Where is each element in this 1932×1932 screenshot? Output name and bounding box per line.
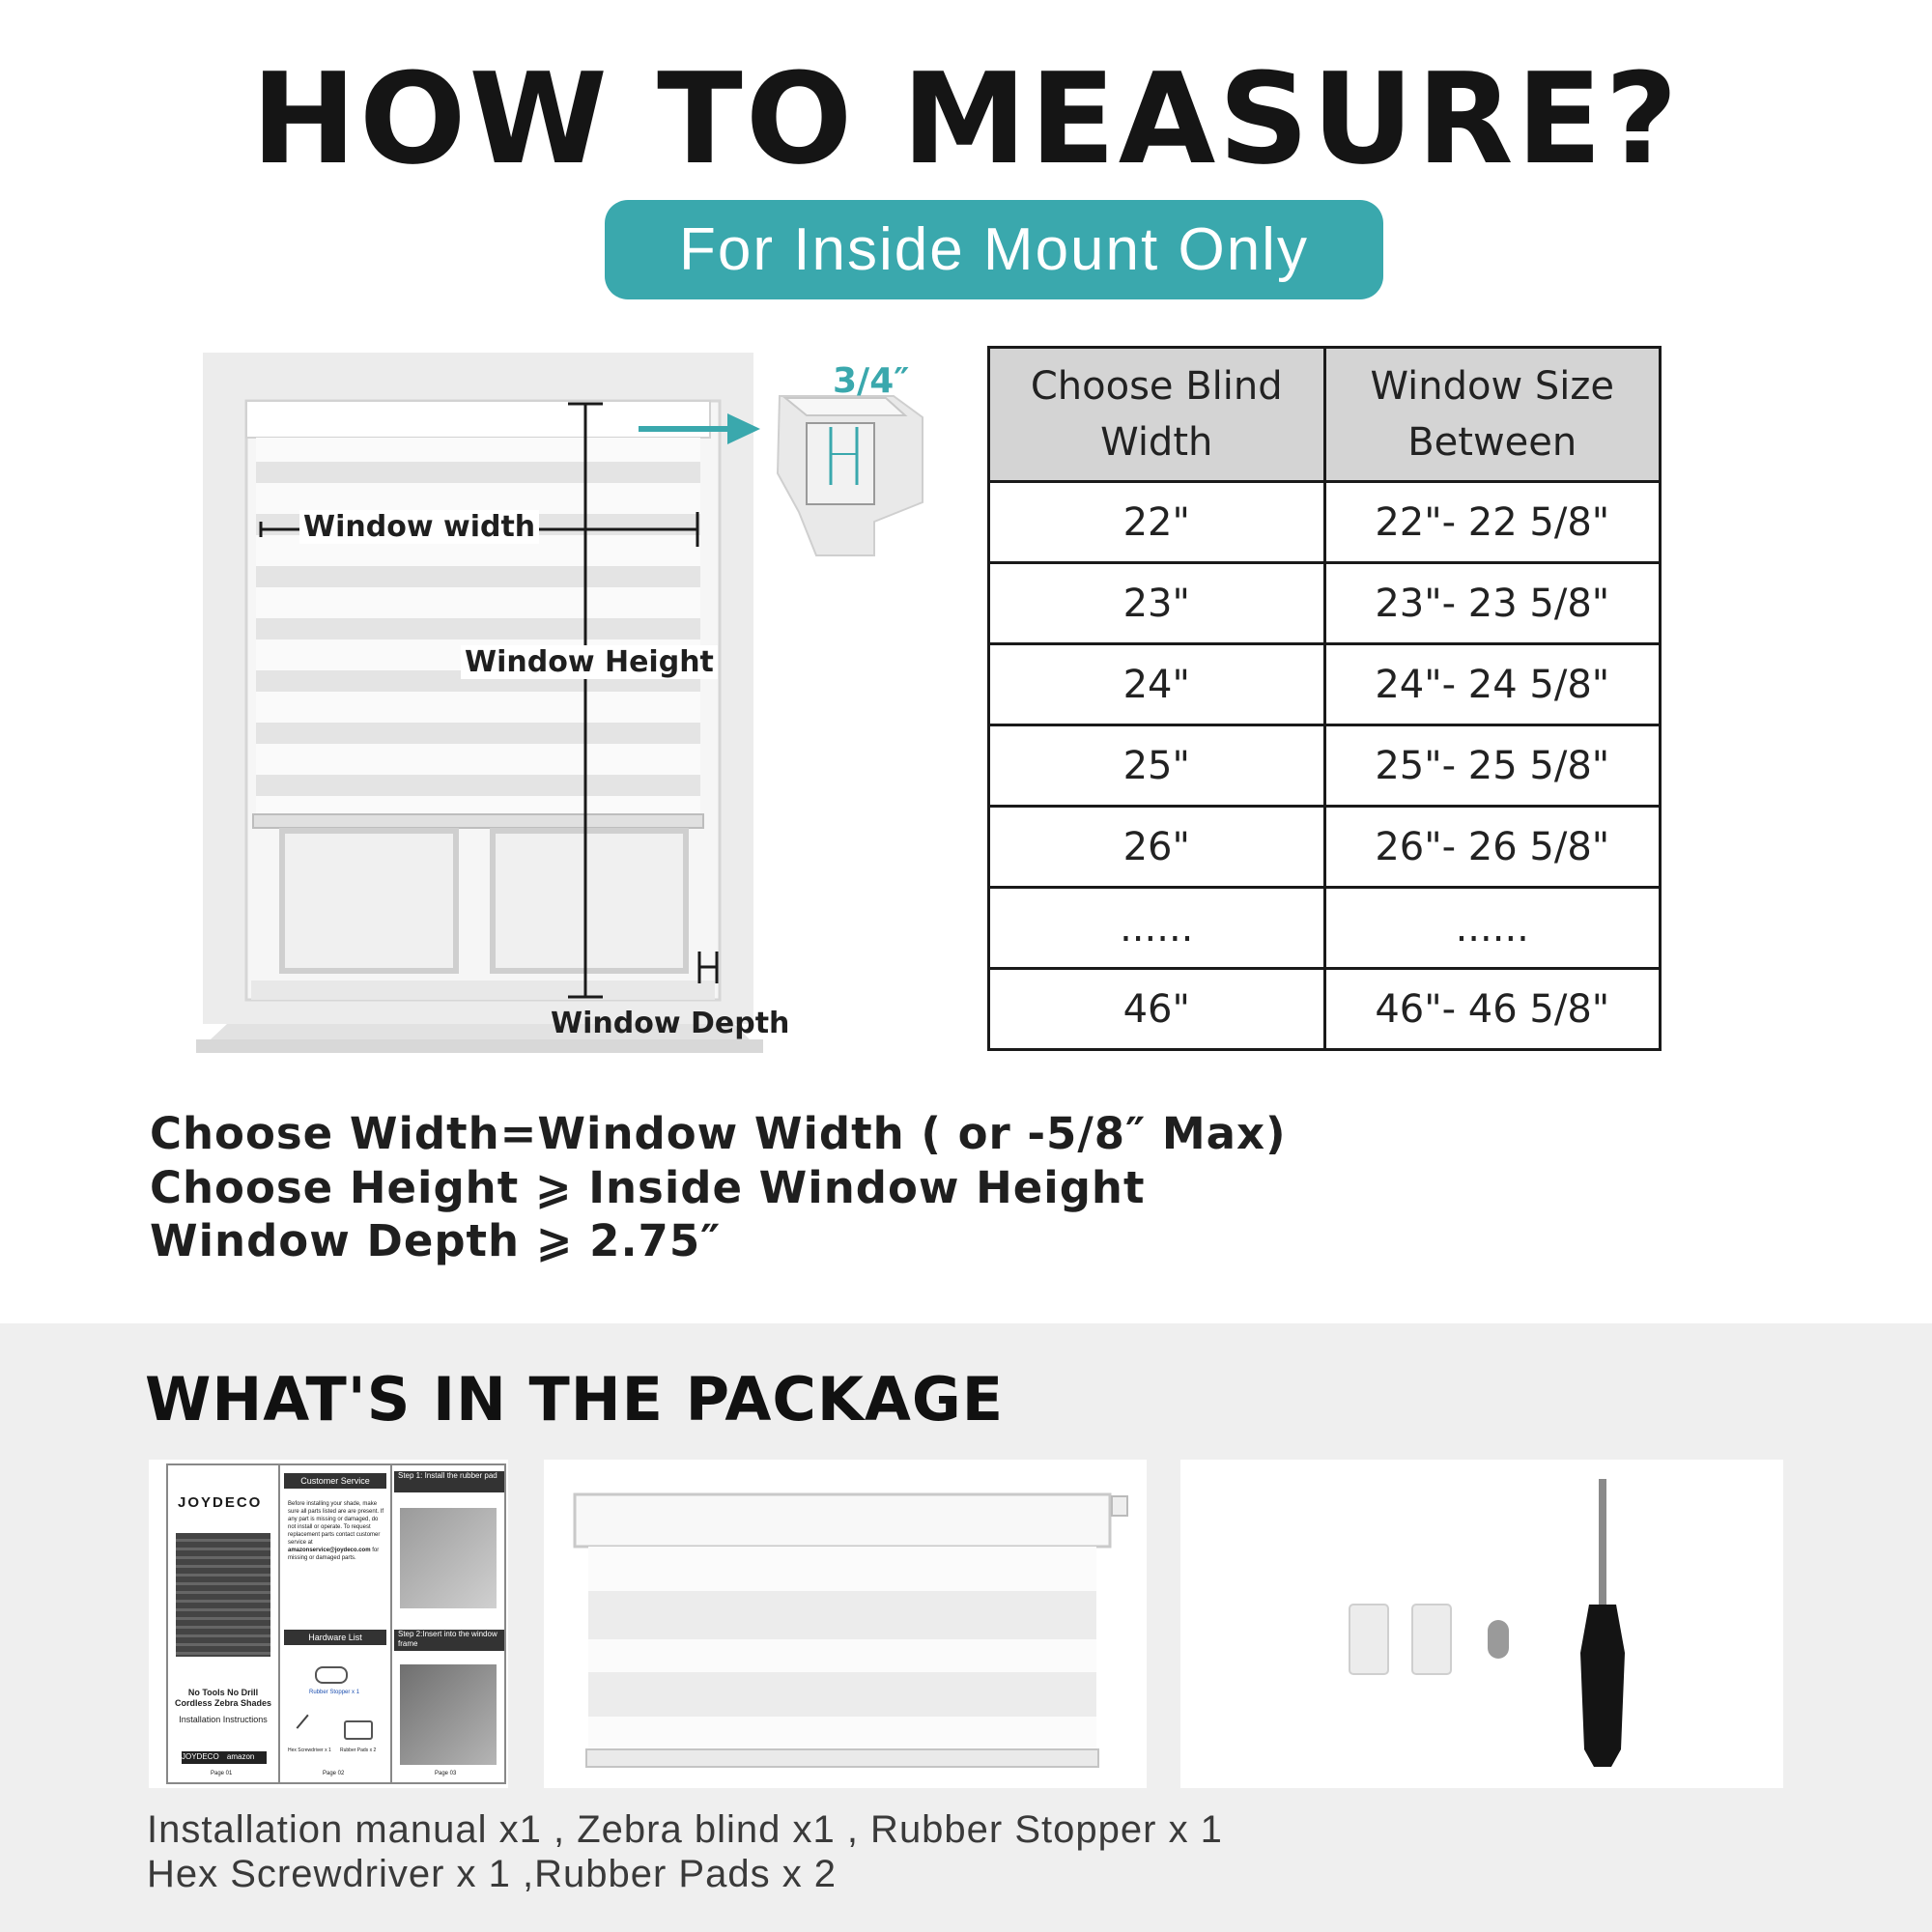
rubber-pads-sketch (344, 1720, 373, 1740)
table-row (989, 725, 1661, 807)
table-row (989, 969, 1661, 1050)
window-size-cell: 26"- 26 5/8" (1324, 807, 1661, 888)
depth-callout: 3/4″ (833, 361, 910, 401)
window-width-label: Window width (299, 510, 539, 544)
table-row (989, 482, 1661, 563)
manual-cover-title: No Tools No Drill Cordless Zebra Shades (174, 1688, 272, 1708)
rubber-stopper-sketch (315, 1666, 348, 1684)
blind-width-cell: 26" (989, 807, 1325, 888)
header-window-size-line1: Window Size (1370, 364, 1615, 409)
blind-width-cell: 46" (989, 969, 1325, 1050)
zebra-blind-card (544, 1460, 1147, 1788)
window-size-cell: 22"- 22 5/8" (1324, 482, 1661, 563)
hardware-image (1180, 1460, 1783, 1788)
page-number-2: Page 02 (323, 1771, 345, 1776)
step2-photo (400, 1664, 497, 1765)
page-title: HOW TO MEASURE? (251, 45, 1681, 192)
screwdriver-handle (1580, 1605, 1625, 1767)
package-contents-line-1: Installation manual x1 , Zebra blind x1 , Rubber Stopper x 1 (147, 1808, 1223, 1851)
package-contents-line-2: Hex Screwdriver x 1 ,Rubber Pads x 2 (147, 1853, 838, 1895)
manual-cover-photo (176, 1533, 270, 1657)
manual-page-2 (280, 1465, 392, 1782)
hardware-rubber-stopper: Rubber Stopper x 1 (309, 1690, 360, 1695)
window-size-cell: 46"- 46 5/8" (1324, 969, 1661, 1050)
rule-width: Choose Width=Window Width ( or -5/8″ Max) (150, 1108, 1287, 1159)
package-title: WHAT'S IN THE PACKAGE (145, 1364, 1005, 1435)
hardware-rubber-pads: Rubber Pads x 2 (340, 1747, 377, 1753)
manual-footer-brand: JOYDECO (182, 1752, 219, 1761)
manual-footer-bar (182, 1751, 267, 1764)
customer-service-heading: Customer Service (284, 1473, 386, 1489)
window-size-cell: 25"- 25 5/8" (1324, 725, 1661, 807)
table-row (989, 807, 1661, 888)
manual-spread (166, 1463, 506, 1784)
rule-height: Choose Height ⩾ Inside Window Height (150, 1162, 1146, 1213)
window-size-cell: ...... (1324, 888, 1661, 969)
step2-heading: Step 2:Insert into the window frame (394, 1630, 504, 1651)
screwdriver-shaft (1599, 1479, 1606, 1605)
table-row (989, 644, 1661, 725)
blind-size-table (987, 346, 1662, 1051)
blind-width-cell: 24" (989, 644, 1325, 725)
customer-service-tail: for missing or damaged parts. (288, 1548, 380, 1561)
hardware-hex-screwdriver: Hex Screwdriver x 1 (288, 1747, 331, 1753)
header-window-size (1324, 348, 1661, 482)
manual-brand: JOYDECO (178, 1494, 263, 1511)
amazon-logo: amazon (226, 1752, 255, 1761)
step1-heading: Step 1: Install the rubber pad (394, 1471, 504, 1492)
header-blind-width (989, 348, 1325, 482)
rubber-pad-2 (1412, 1605, 1451, 1674)
blind-width-cell: 22" (989, 482, 1325, 563)
inside-mount-badge: For Inside Mount Only (605, 200, 1383, 299)
page-number-3: Page 03 (435, 1771, 457, 1776)
manual-page-1 (168, 1465, 280, 1782)
pointer-arrow-head (727, 413, 760, 444)
blind-width-cell: 23" (989, 563, 1325, 644)
header-window-size-line2: Between (1407, 420, 1577, 465)
window-size-cell: 24"- 24 5/8" (1324, 644, 1661, 725)
page-number-1: Page 01 (211, 1771, 233, 1776)
customer-service-email: amazonservice@joydeco.com (288, 1548, 371, 1553)
blind-width-cell: 25" (989, 725, 1325, 807)
table-row (989, 888, 1661, 969)
manual-cover-subtitle: Installation Instructions (179, 1715, 268, 1724)
manual-page-3 (392, 1465, 504, 1782)
rubber-pad-1 (1350, 1605, 1388, 1674)
header-blind-width-line2: Width (1100, 420, 1213, 465)
window-depth-label: Window Depth (551, 1007, 790, 1040)
screwdriver-sketch (297, 1715, 323, 1741)
table-header-row (989, 348, 1661, 482)
customer-service-text (288, 1500, 384, 1579)
step1-photo (400, 1508, 497, 1608)
customer-service-body: Before installing your shade, make sure all parts listed are are present. If any part is missing or damaged, do not install or operate. To request replacement parts contact customer service at (288, 1501, 384, 1546)
blind-width-cell: ...... (989, 888, 1325, 969)
manual-card (149, 1460, 508, 1788)
hardware-list-heading: Hardware List (284, 1630, 386, 1645)
window-size-cell: 23"- 23 5/8" (1324, 563, 1661, 644)
window-height-label: Window Height (461, 645, 718, 679)
rule-depth: Window Depth ⩾ 2.75″ (150, 1215, 722, 1266)
table-row (989, 563, 1661, 644)
hardware-card (1180, 1460, 1783, 1788)
rubber-stopper (1488, 1620, 1509, 1659)
zebra-blind-image (544, 1460, 1147, 1788)
header-blind-width-line1: Choose Blind (1030, 364, 1283, 409)
